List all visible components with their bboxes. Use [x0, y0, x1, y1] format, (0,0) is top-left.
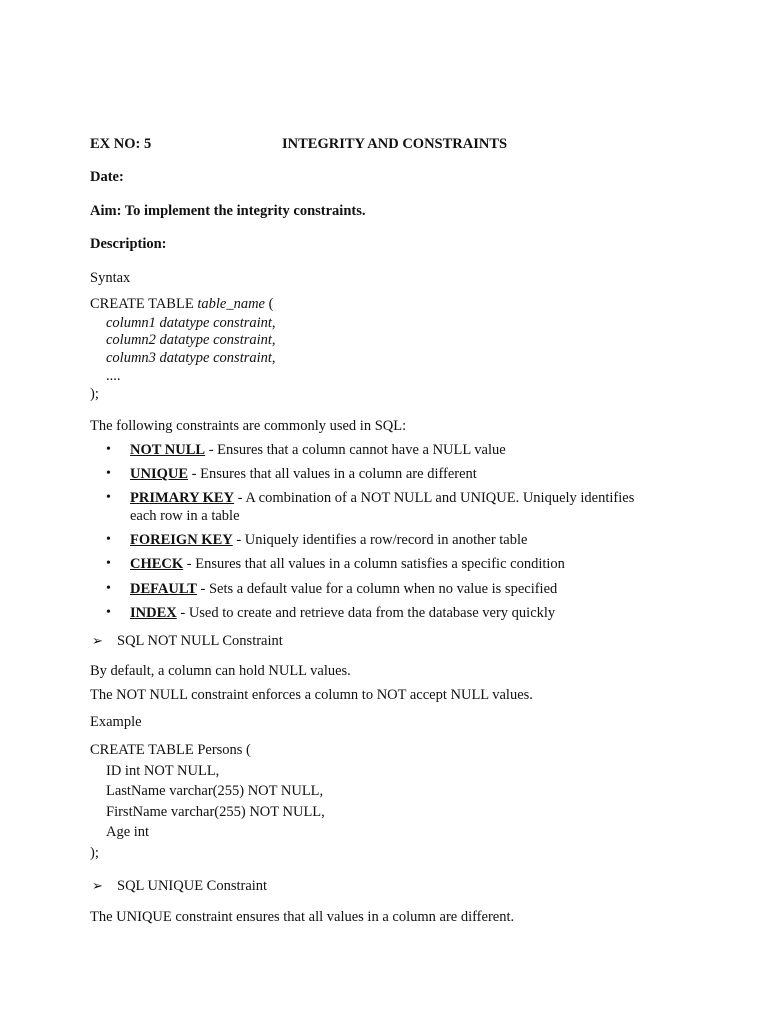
syntax-column-def: column1 datatype constraint	[106, 315, 272, 331]
not-null-paragraph-2: The NOT NULL constraint enforces a column to NOT accept NULL values.	[90, 687, 533, 703]
constraint-term: INDEX	[130, 605, 177, 621]
description-label: Description:	[90, 236, 167, 252]
code-line: );	[90, 845, 99, 861]
list-item	[130, 555, 565, 573]
bullet-icon: •	[106, 442, 111, 457]
list-item	[130, 580, 557, 598]
example-label: Example	[90, 714, 142, 730]
bullet-icon: •	[106, 581, 111, 596]
constraint-desc: - A combination of a NOT NULL and UNIQUE. Uniquely identifies	[234, 490, 635, 506]
syntax-column-sep: ,	[271, 315, 276, 331]
list-item	[130, 441, 506, 459]
constraint-desc: - Ensures that all values in a column are different	[188, 466, 477, 482]
constraint-desc: - Uniquely identifies a row/record in another table	[232, 532, 528, 548]
constraint-term: FOREIGN KEY	[130, 532, 233, 548]
list-item	[130, 604, 555, 622]
list-item	[130, 489, 634, 507]
syntax-create-prefix: CREATE TABLE	[90, 296, 198, 312]
bullet-icon: •	[106, 466, 111, 481]
code-line: CREATE TABLE Persons (	[90, 742, 251, 758]
syntax-column-sep: ,	[271, 350, 276, 366]
syntax-column-def: column3 datatype constraint	[106, 350, 272, 366]
constraint-desc: - Sets a default value for a column when no value is specified	[196, 581, 558, 597]
syntax-column-line	[106, 349, 276, 367]
code-line: ID int NOT NULL,	[106, 763, 220, 779]
section-heading-not-null: SQL NOT NULL Constraint	[117, 633, 283, 649]
syntax-table-name: table_name	[197, 296, 265, 312]
syntax-close: );	[90, 386, 99, 402]
syntax-create-line	[90, 295, 273, 313]
document-title: INTEGRITY AND CONSTRAINTS	[282, 136, 508, 152]
constraint-desc: - Ensures that a column cannot have a NULL value	[205, 442, 506, 458]
arrow-bullet-icon: ➢	[92, 633, 103, 648]
code-line: FirstName varchar(255) NOT NULL,	[106, 804, 325, 820]
constraint-term: UNIQUE	[130, 466, 189, 482]
section-heading-unique: SQL UNIQUE Constraint	[117, 878, 268, 894]
constraint-desc: - Ensures that all values in a column satisfies a specific condition	[183, 556, 565, 572]
list-item	[130, 531, 527, 549]
syntax-column-line	[106, 331, 276, 349]
date-label: Date:	[90, 169, 124, 185]
code-line: Age int	[106, 824, 150, 840]
aim-text: Aim: To implement the integrity constraints.	[90, 203, 366, 219]
constraints-intro: The following constraints are commonly used in SQL:	[90, 418, 407, 434]
bullet-icon: •	[106, 605, 111, 620]
arrow-bullet-icon: ➢	[92, 878, 103, 893]
list-item	[130, 465, 477, 483]
exercise-number: EX NO: 5	[90, 136, 152, 152]
constraint-desc: - Used to create and retrieve data from the database very quickly	[176, 605, 556, 621]
syntax-label: Syntax	[90, 270, 131, 286]
code-line: LastName varchar(255) NOT NULL,	[106, 783, 324, 799]
bullet-icon: •	[106, 532, 111, 547]
syntax-column-line	[106, 314, 276, 332]
bullet-icon: •	[106, 490, 111, 505]
syntax-column-sep: ,	[271, 332, 276, 348]
not-null-paragraph-1: By default, a column can hold NULL values.	[90, 663, 351, 679]
list-item-continuation: each row in a table	[130, 508, 240, 524]
unique-paragraph-1: The UNIQUE constraint ensures that all values in a column are different.	[90, 909, 515, 925]
syntax-column-def: column2 datatype constraint	[106, 332, 272, 348]
bullet-icon: •	[106, 556, 111, 571]
syntax-ellipsis: ....	[106, 368, 121, 384]
constraint-term: CHECK	[130, 556, 184, 572]
constraint-term: NOT NULL	[130, 442, 206, 458]
syntax-open-paren: (	[264, 296, 274, 312]
constraint-term: DEFAULT	[130, 581, 197, 597]
constraint-term: PRIMARY KEY	[130, 490, 235, 506]
